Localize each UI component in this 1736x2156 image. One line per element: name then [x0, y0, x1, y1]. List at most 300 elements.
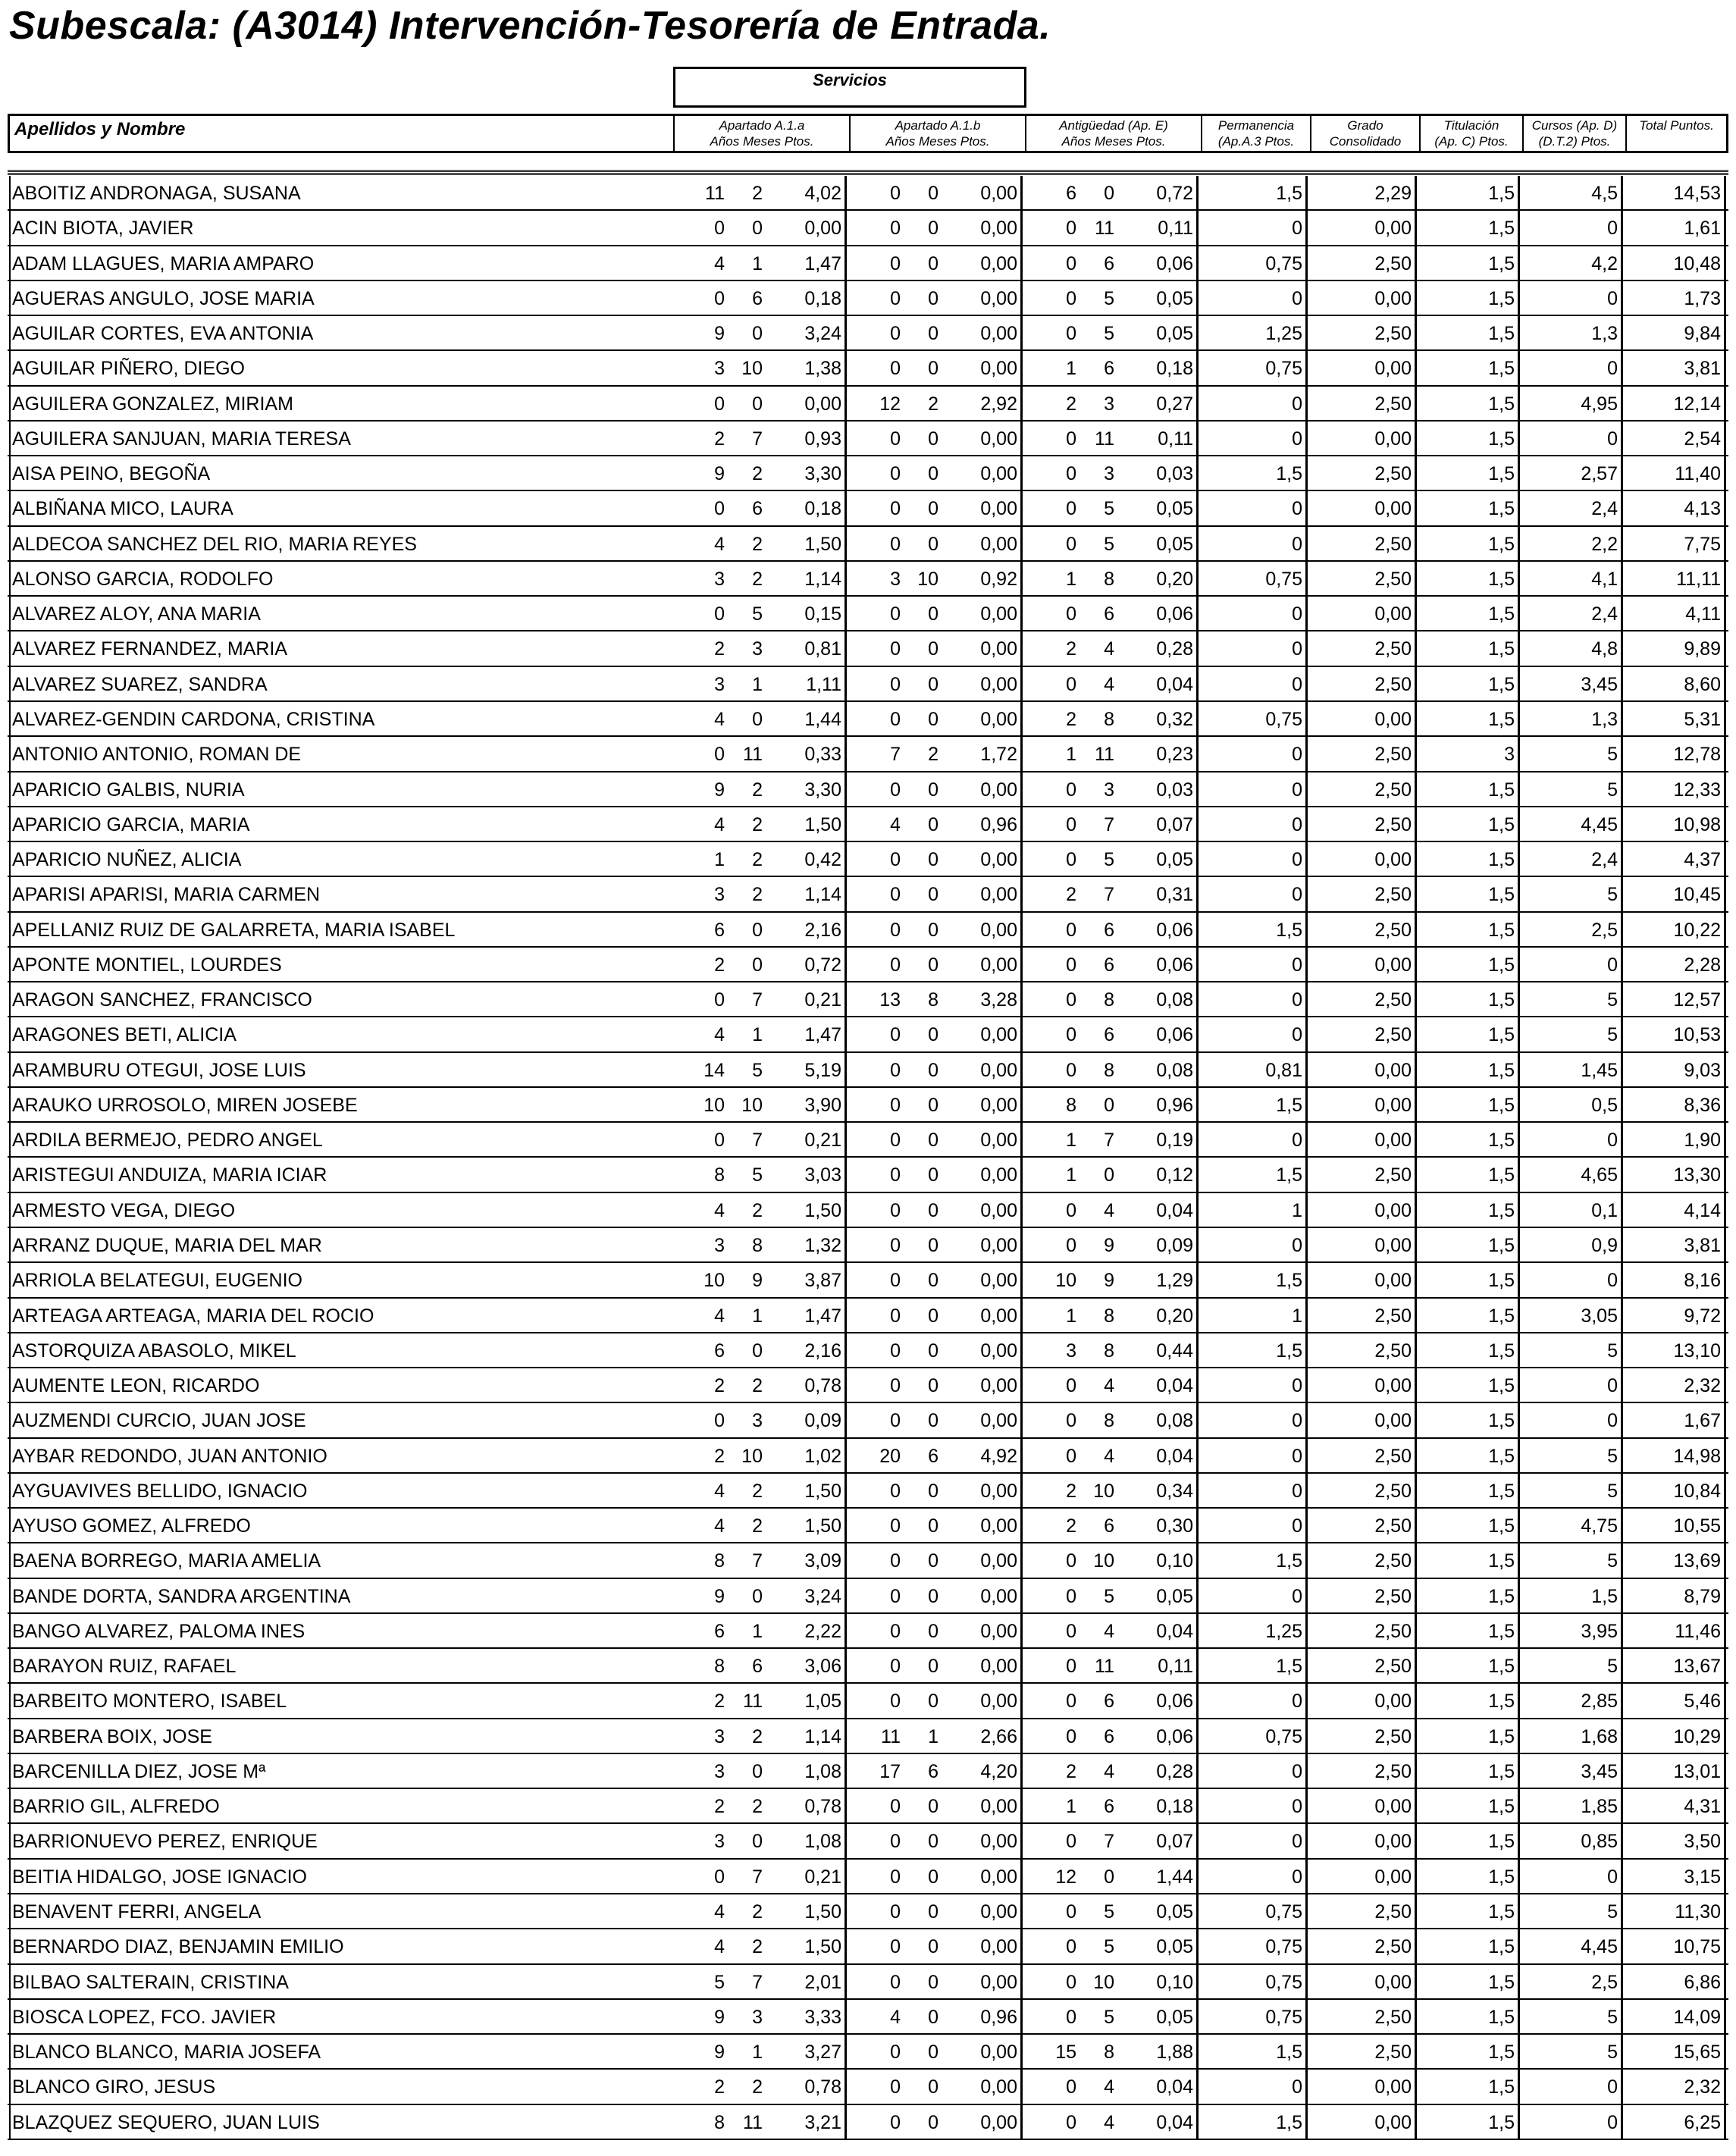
cell-antig-anios: 2 [1066, 1515, 1076, 1537]
cell-cursos: 4,45 [1521, 1929, 1623, 1963]
cell-a1a-ptos: 1,47 [767, 1017, 847, 1051]
table-row [8, 2000, 1728, 2035]
cell-permanencia: 0 [1200, 1509, 1308, 1542]
cell-titulacion: 1,5 [1418, 2000, 1520, 2033]
cell-a1a-anios: 2 [714, 638, 725, 660]
cell-antig-ptos: 0,09 [1119, 1228, 1199, 1261]
cell-a1a-ptos: 3,30 [767, 456, 847, 490]
cell-antig-meses: 5 [1104, 287, 1114, 309]
cell-cursos: 5 [1521, 2000, 1623, 2033]
cell-grado: 0,00 [1309, 1088, 1417, 1121]
cell-titulacion: 1,5 [1418, 1158, 1520, 1191]
cell-a1b-anios: 11 [881, 1725, 901, 1747]
cell-titulacion: 1,5 [1418, 1088, 1520, 1121]
cell-a1a-ptos: 0,78 [767, 1789, 847, 1822]
cell-antig-meses: 3 [1104, 779, 1114, 801]
cell-a1b-meses: 0 [928, 1375, 939, 1397]
table-row [8, 1299, 1728, 1333]
cell-antig-ptos: 0,04 [1119, 667, 1199, 700]
cell-antig-meses: 6 [1104, 919, 1114, 941]
header-grado [1311, 116, 1419, 152]
cell-a1b-meses: 0 [928, 498, 939, 520]
cell-total: 11,40 [1625, 456, 1726, 490]
cell-a1a-meses: 9 [752, 1270, 763, 1292]
cell-a1b-meses: 0 [928, 1130, 939, 1152]
cell-antig-meses: 3 [1104, 463, 1114, 485]
table-row [8, 1193, 1728, 1228]
cell-antig-meses: 8 [1104, 989, 1114, 1011]
cell-a1a-anios: 8 [714, 1656, 725, 1678]
cell-antig-meses: 4 [1104, 1375, 1114, 1397]
cell-antig-ptos: 0,72 [1119, 176, 1199, 209]
cell-a1b-ptos: 0,00 [943, 1649, 1023, 1682]
cell-titulacion: 1,5 [1418, 246, 1520, 280]
cell-a1b-ptos: 0,00 [943, 456, 1023, 490]
cell-a1a-anios: 11 [705, 183, 725, 204]
cell-a1b-anios: 3 [890, 568, 901, 590]
cell-a1a-meses: 6 [752, 1656, 763, 1678]
cell-a1a-meses: 0 [752, 919, 763, 941]
cell-antig-anios: 0 [1066, 1445, 1076, 1467]
cell-a1b-meses: 2 [928, 744, 939, 766]
cell-antig-meses: 4 [1104, 673, 1114, 695]
table-row [8, 176, 1728, 211]
cell-a1b-anios: 0 [890, 252, 901, 274]
cell-total: 13,10 [1625, 1333, 1726, 1367]
cell-a1b-meses: 0 [928, 2076, 939, 2098]
cell-a1a-anios: 0 [714, 1410, 725, 1432]
cell-a1b-meses: 0 [928, 1340, 939, 1362]
cell-a1b-meses: 0 [928, 1024, 939, 1046]
table-row [8, 1719, 1728, 1754]
cell-a1b-anios: 0 [890, 603, 901, 625]
cell-titulacion: 1,5 [1418, 1965, 1520, 1998]
cell-a1a-anios: 4 [714, 252, 725, 274]
cell-total: 1,61 [1625, 211, 1726, 244]
cell-titulacion: 1,5 [1418, 1193, 1520, 1227]
cell-titulacion: 1,5 [1418, 387, 1520, 420]
cell-a1a-anios: 9 [714, 779, 725, 801]
cell-antig-anios: 0 [1066, 287, 1076, 309]
cell-a1a-ptos: 0,21 [767, 1123, 847, 1156]
cell-a1a-ptos: 3,33 [767, 2000, 847, 2033]
cell-grado: 2,50 [1309, 1894, 1417, 1928]
cell-name: ARRIOLA BELATEGUI, EUGENIO [9, 1263, 669, 1296]
cell-titulacion: 1,5 [1418, 2070, 1520, 2103]
cell-name: APELLANIZ RUIZ DE GALARRETA, MARIA ISABEL [9, 913, 669, 946]
cell-a1a-meses: 2 [752, 884, 763, 906]
cell-permanencia: 0 [1200, 491, 1308, 525]
cell-permanencia: 1 [1200, 1193, 1308, 1227]
cell-antig-anios: 0 [1066, 673, 1076, 695]
cell-antig-anios: 0 [1066, 989, 1076, 1011]
table-row [8, 1754, 1728, 1789]
cell-a1a-meses: 3 [752, 2006, 763, 2028]
table-row [8, 421, 1728, 456]
cell-permanencia: 1,5 [1200, 2105, 1308, 2139]
table-row [8, 1228, 1728, 1263]
cell-permanencia: 1,5 [1200, 176, 1308, 209]
cell-name: APARICIO NUÑEZ, ALICIA [9, 842, 669, 876]
cell-total: 8,36 [1625, 1088, 1726, 1121]
cell-antig-meses: 4 [1104, 2076, 1114, 2098]
cell-antig-anios: 0 [1066, 252, 1076, 274]
table-row [8, 2105, 1728, 2140]
cell-a1b-ptos: 0,00 [943, 702, 1023, 735]
cell-a1a-anios: 0 [714, 744, 725, 766]
cell-permanencia: 0 [1200, 1860, 1308, 1893]
cell-antig-anios: 0 [1066, 1936, 1076, 1958]
cell-permanencia: 0,75 [1200, 1719, 1308, 1753]
cell-a1b-ptos: 0,00 [943, 351, 1023, 384]
cell-permanencia: 0 [1200, 2070, 1308, 2103]
cell-a1b-anios: 0 [890, 1901, 901, 1923]
cell-name: ALVAREZ-GENDIN CARDONA, CRISTINA [9, 702, 669, 735]
cell-a1b-meses: 0 [928, 2111, 939, 2133]
cell-total: 12,57 [1625, 982, 1726, 1016]
cell-a1a-ptos: 0,93 [767, 421, 847, 455]
cell-a1a-ptos: 1,02 [767, 1439, 847, 1472]
cell-grado: 2,50 [1309, 1158, 1417, 1191]
header-total [1627, 116, 1726, 152]
cell-antig-ptos: 0,05 [1119, 491, 1199, 525]
header-antig-line2: Años Meses Ptos. [1061, 134, 1166, 149]
cell-antig-anios: 0 [1066, 954, 1076, 976]
cell-antig-meses: 0 [1104, 183, 1114, 204]
cell-cursos: 3,45 [1521, 667, 1623, 700]
cell-total: 10,55 [1625, 1509, 1726, 1542]
cell-permanencia: 0 [1200, 807, 1308, 841]
cell-total: 9,03 [1625, 1053, 1726, 1086]
cell-grado: 0,00 [1309, 211, 1417, 244]
cell-a1a-ptos: 0,21 [767, 1860, 847, 1893]
cell-titulacion: 1,5 [1418, 948, 1520, 981]
table-row [8, 597, 1728, 631]
cell-a1b-meses: 0 [928, 1234, 939, 1256]
cell-a1a-meses: 2 [752, 183, 763, 204]
cell-a1a-ptos: 1,05 [767, 1684, 847, 1717]
cell-permanencia: 0 [1200, 1754, 1308, 1788]
cell-total: 3,81 [1625, 351, 1726, 384]
cell-antig-anios: 0 [1066, 1059, 1076, 1081]
cell-permanencia: 0 [1200, 631, 1308, 665]
cell-total: 2,28 [1625, 948, 1726, 981]
cell-titulacion: 1,5 [1418, 1299, 1520, 1332]
cell-a1b-ptos: 0,00 [943, 1123, 1023, 1156]
cell-titulacion: 1,5 [1418, 421, 1520, 455]
cell-a1b-anios: 0 [890, 323, 901, 345]
cell-a1a-anios: 0 [714, 498, 725, 520]
cell-total: 2,32 [1625, 2070, 1726, 2103]
cell-antig-meses: 6 [1104, 1691, 1114, 1713]
cell-a1a-anios: 2 [714, 1691, 725, 1713]
cell-a1a-meses: 1 [752, 1024, 763, 1046]
table-row [8, 211, 1728, 246]
cell-grado: 0,00 [1309, 1228, 1417, 1261]
cell-name: ACIN BIOTA, JAVIER [9, 211, 669, 244]
cell-antig-meses: 4 [1104, 1445, 1114, 1467]
cell-cursos: 5 [1521, 877, 1623, 910]
cell-a1a-anios: 4 [714, 813, 725, 835]
cell-a1a-anios: 0 [714, 218, 725, 240]
cell-a1b-ptos: 0,00 [943, 1965, 1023, 1998]
cell-a1b-ptos: 0,00 [943, 1228, 1023, 1261]
cell-a1a-meses: 7 [752, 428, 763, 450]
cell-titulacion: 1,5 [1418, 1368, 1520, 1402]
cell-name: ABOITIZ ANDRONAGA, SUSANA [9, 176, 669, 209]
cell-a1a-ptos: 1,50 [767, 1509, 847, 1542]
cell-a1a-anios: 10 [703, 1094, 725, 1116]
cell-permanencia: 0 [1200, 877, 1308, 910]
cell-cursos: 2,5 [1521, 913, 1623, 946]
cell-antig-anios: 0 [1066, 1550, 1076, 1572]
cell-permanencia: 0,75 [1200, 2000, 1308, 2033]
cell-antig-ptos: 0,04 [1119, 2070, 1199, 2103]
cell-name: ARISTEGUI ANDUIZA, MARIA ICIAR [9, 1158, 669, 1191]
table-row [8, 562, 1728, 597]
cell-antig-anios: 0 [1066, 1375, 1076, 1397]
cell-a1b-meses: 0 [928, 2006, 939, 2028]
cell-cursos: 4,75 [1521, 1509, 1623, 1542]
cell-antig-ptos: 0,19 [1119, 1123, 1199, 1156]
cell-name: ALDECOA SANCHEZ DEL RIO, MARIA REYES [9, 527, 669, 560]
cell-name: ANTONIO ANTONIO, ROMAN DE [9, 737, 669, 770]
header-a1b-line2: Años Meses Ptos. [885, 134, 990, 149]
cell-a1a-meses: 2 [752, 1199, 763, 1221]
cell-antig-ptos: 0,31 [1119, 877, 1199, 910]
cell-antig-meses: 5 [1104, 1901, 1114, 1923]
cell-antig-anios: 0 [1066, 2076, 1076, 2098]
cell-a1b-meses: 0 [928, 1094, 939, 1116]
cell-antig-anios: 6 [1066, 183, 1076, 204]
cell-a1a-meses: 2 [752, 1796, 763, 1818]
cell-a1b-meses: 0 [928, 1550, 939, 1572]
cell-a1b-meses: 0 [928, 884, 939, 906]
cell-a1b-meses: 0 [928, 954, 939, 976]
cell-permanencia: 0 [1200, 281, 1308, 315]
cell-a1b-meses: 0 [928, 1936, 939, 1958]
cell-name: BANGO ALVAREZ, PALOMA INES [9, 1614, 669, 1647]
cell-name: ARRANZ DUQUE, MARIA DEL MAR [9, 1228, 669, 1261]
cell-total: 11,11 [1625, 562, 1726, 595]
cell-grado: 0,00 [1309, 1053, 1417, 1086]
cell-antig-anios: 0 [1066, 1691, 1076, 1713]
cell-a1a-meses: 2 [752, 813, 763, 835]
cell-a1a-meses: 2 [752, 1375, 763, 1397]
cell-cursos: 4,1 [1521, 562, 1623, 595]
cell-a1b-ptos: 2,92 [943, 387, 1023, 420]
cell-grado: 0,00 [1309, 1824, 1417, 1857]
cell-cursos: 2,2 [1521, 527, 1623, 560]
cell-a1a-meses: 2 [752, 779, 763, 801]
cell-antig-anios: 3 [1066, 1340, 1076, 1362]
cell-grado: 0,00 [1309, 1789, 1417, 1822]
cell-cursos: 5 [1521, 1649, 1623, 1682]
header-total-line1: Total Puntos. [1639, 118, 1714, 133]
cell-name: BAENA BORREGO, MARIA AMELIA [9, 1543, 669, 1577]
cell-a1a-anios: 3 [714, 673, 725, 695]
cell-a1b-anios: 20 [879, 1445, 901, 1467]
cell-a1b-meses: 0 [928, 919, 939, 941]
cell-titulacion: 1,5 [1418, 877, 1520, 910]
cell-permanencia: 0 [1200, 1684, 1308, 1717]
cell-a1a-ptos: 3,30 [767, 772, 847, 806]
cell-titulacion: 1,5 [1418, 316, 1520, 349]
cell-permanencia: 0,75 [1200, 351, 1308, 384]
cell-permanencia: 0 [1200, 1579, 1308, 1612]
cell-total: 10,53 [1625, 1017, 1726, 1051]
cell-name: AGUILERA SANJUAN, MARIA TERESA [9, 421, 669, 455]
cell-antig-anios: 0 [1066, 498, 1076, 520]
cell-cursos: 0 [1521, 1403, 1623, 1437]
cell-grado: 2,50 [1309, 807, 1417, 841]
table-row [8, 316, 1728, 351]
cell-grado: 2,50 [1309, 737, 1417, 770]
cell-antig-ptos: 0,03 [1119, 456, 1199, 490]
table-row [8, 246, 1728, 281]
cell-a1b-anios: 0 [890, 1550, 901, 1572]
cell-a1a-ptos: 0,15 [767, 597, 847, 630]
cell-antig-meses: 0 [1104, 1094, 1114, 1116]
cell-a1b-meses: 0 [928, 252, 939, 274]
cell-a1b-anios: 0 [890, 533, 901, 555]
cell-a1b-ptos: 0,00 [943, 948, 1023, 981]
cell-antig-ptos: 0,05 [1119, 1929, 1199, 1963]
table-row [8, 1965, 1728, 2000]
cell-total: 3,50 [1625, 1824, 1726, 1857]
cell-a1b-anios: 0 [890, 1971, 901, 1993]
cell-permanencia: 0 [1200, 211, 1308, 244]
header-tit-line2: (Ap. C) Ptos. [1434, 134, 1509, 149]
cell-a1b-anios: 0 [890, 1094, 901, 1116]
cell-a1a-ptos: 2,16 [767, 1333, 847, 1367]
cell-a1a-anios: 3 [714, 1725, 725, 1747]
cell-titulacion: 1,5 [1418, 1824, 1520, 1857]
cell-cursos: 2,4 [1521, 842, 1623, 876]
cell-antig-anios: 0 [1066, 1971, 1076, 1993]
cell-a1b-meses: 0 [928, 1410, 939, 1432]
cell-a1a-anios: 0 [714, 1130, 725, 1152]
table-row [8, 1509, 1728, 1543]
cell-antig-anios: 12 [1055, 1866, 1076, 1888]
cell-titulacion: 1,5 [1418, 1017, 1520, 1051]
cell-a1b-anios: 0 [890, 1234, 901, 1256]
cell-a1b-meses: 0 [928, 323, 939, 345]
cell-antig-anios: 0 [1066, 1024, 1076, 1046]
cell-total: 10,29 [1625, 1719, 1726, 1753]
cell-antig-ptos: 0,03 [1119, 772, 1199, 806]
cell-a1b-anios: 0 [890, 1130, 901, 1152]
cell-titulacion: 1,5 [1418, 667, 1520, 700]
cell-a1b-anios: 13 [879, 989, 901, 1011]
cell-a1b-meses: 0 [928, 2042, 939, 2064]
cell-a1a-meses: 2 [752, 533, 763, 555]
cell-permanencia: 1,5 [1200, 2035, 1308, 2068]
cell-a1a-ptos: 0,18 [767, 281, 847, 315]
cell-titulacion: 1,5 [1418, 456, 1520, 490]
cell-titulacion: 1,5 [1418, 211, 1520, 244]
table-row [8, 456, 1728, 491]
cell-permanencia: 0 [1200, 737, 1308, 770]
cell-name: BARBEITO MONTERO, ISABEL [9, 1684, 669, 1717]
cell-antig-meses: 8 [1104, 568, 1114, 590]
header-apartado-a1b [851, 116, 1025, 152]
cell-antig-meses: 4 [1104, 1620, 1114, 1642]
cell-a1b-ptos: 0,00 [943, 281, 1023, 315]
cell-titulacion: 1,5 [1418, 1579, 1520, 1612]
cell-a1b-ptos: 0,92 [943, 562, 1023, 595]
cell-a1b-meses: 0 [928, 287, 939, 309]
cell-cursos: 5 [1521, 772, 1623, 806]
cell-a1b-meses: 0 [928, 218, 939, 240]
cell-cursos: 0 [1521, 211, 1623, 244]
cell-a1a-anios: 2 [714, 1796, 725, 1818]
cell-total: 9,84 [1625, 316, 1726, 349]
cell-name: AYGUAVIVES BELLIDO, IGNACIO [9, 1474, 669, 1507]
cell-a1a-anios: 3 [714, 358, 725, 380]
cell-cursos: 0 [1521, 421, 1623, 455]
header-perm-line1: Permanencia [1217, 118, 1295, 133]
cell-a1b-anios: 0 [890, 1410, 901, 1432]
cell-permanencia: 0,75 [1200, 1894, 1308, 1928]
cell-total: 3,15 [1625, 1860, 1726, 1893]
cell-permanencia: 1,5 [1200, 456, 1308, 490]
cell-a1b-anios: 0 [890, 1656, 901, 1678]
cell-antig-anios: 0 [1066, 779, 1076, 801]
cell-a1b-ptos: 0,00 [943, 1684, 1023, 1717]
cell-a1b-anios: 0 [890, 358, 901, 380]
cell-a1a-meses: 1 [752, 2042, 763, 2064]
cell-antig-anios: 1 [1066, 1305, 1076, 1327]
cell-antig-ptos: 0,32 [1119, 702, 1199, 735]
cell-total: 4,11 [1625, 597, 1726, 630]
cell-antig-meses: 6 [1104, 1796, 1114, 1818]
cell-total: 12,78 [1625, 737, 1726, 770]
cell-titulacion: 1,5 [1418, 1474, 1520, 1507]
cell-name: ASTORQUIZA ABASOLO, MIKEL [9, 1333, 669, 1367]
table-row [8, 877, 1728, 912]
cell-antig-anios: 0 [1066, 1199, 1076, 1221]
cell-antig-ptos: 1,88 [1119, 2035, 1199, 2068]
cell-antig-ptos: 0,18 [1119, 1789, 1199, 1822]
cell-titulacion: 1,5 [1418, 1403, 1520, 1437]
table-row [8, 1894, 1728, 1929]
cell-antig-anios: 0 [1066, 2006, 1076, 2028]
cell-total: 10,45 [1625, 877, 1726, 910]
cell-titulacion: 1,5 [1418, 631, 1520, 665]
cell-a1a-anios: 0 [714, 1866, 725, 1888]
cell-permanencia: 0 [1200, 387, 1308, 420]
cell-a1a-ptos: 1,08 [767, 1824, 847, 1857]
cell-a1b-anios: 0 [890, 884, 901, 906]
cell-name: BILBAO SALTERAIN, CRISTINA [9, 1965, 669, 1998]
cell-a1a-ptos: 1,14 [767, 877, 847, 910]
cell-antig-meses: 5 [1104, 1585, 1114, 1607]
cell-a1a-anios: 8 [714, 2111, 725, 2133]
cell-antig-anios: 2 [1066, 1760, 1076, 1782]
cell-total: 2,54 [1625, 421, 1726, 455]
cell-cursos: 4,45 [1521, 807, 1623, 841]
cell-total: 3,81 [1625, 1228, 1726, 1261]
cell-a1a-anios: 9 [714, 2006, 725, 2028]
cell-permanencia: 0 [1200, 982, 1308, 1016]
cell-permanencia: 0,75 [1200, 1929, 1308, 1963]
header-name: Apellidos y Nombre [14, 119, 186, 139]
cell-antig-ptos: 0,30 [1119, 1509, 1199, 1542]
cell-a1a-anios: 2 [714, 954, 725, 976]
cell-a1b-anios: 4 [890, 2006, 901, 2028]
cell-name: APARISI APARISI, MARIA CARMEN [9, 877, 669, 910]
